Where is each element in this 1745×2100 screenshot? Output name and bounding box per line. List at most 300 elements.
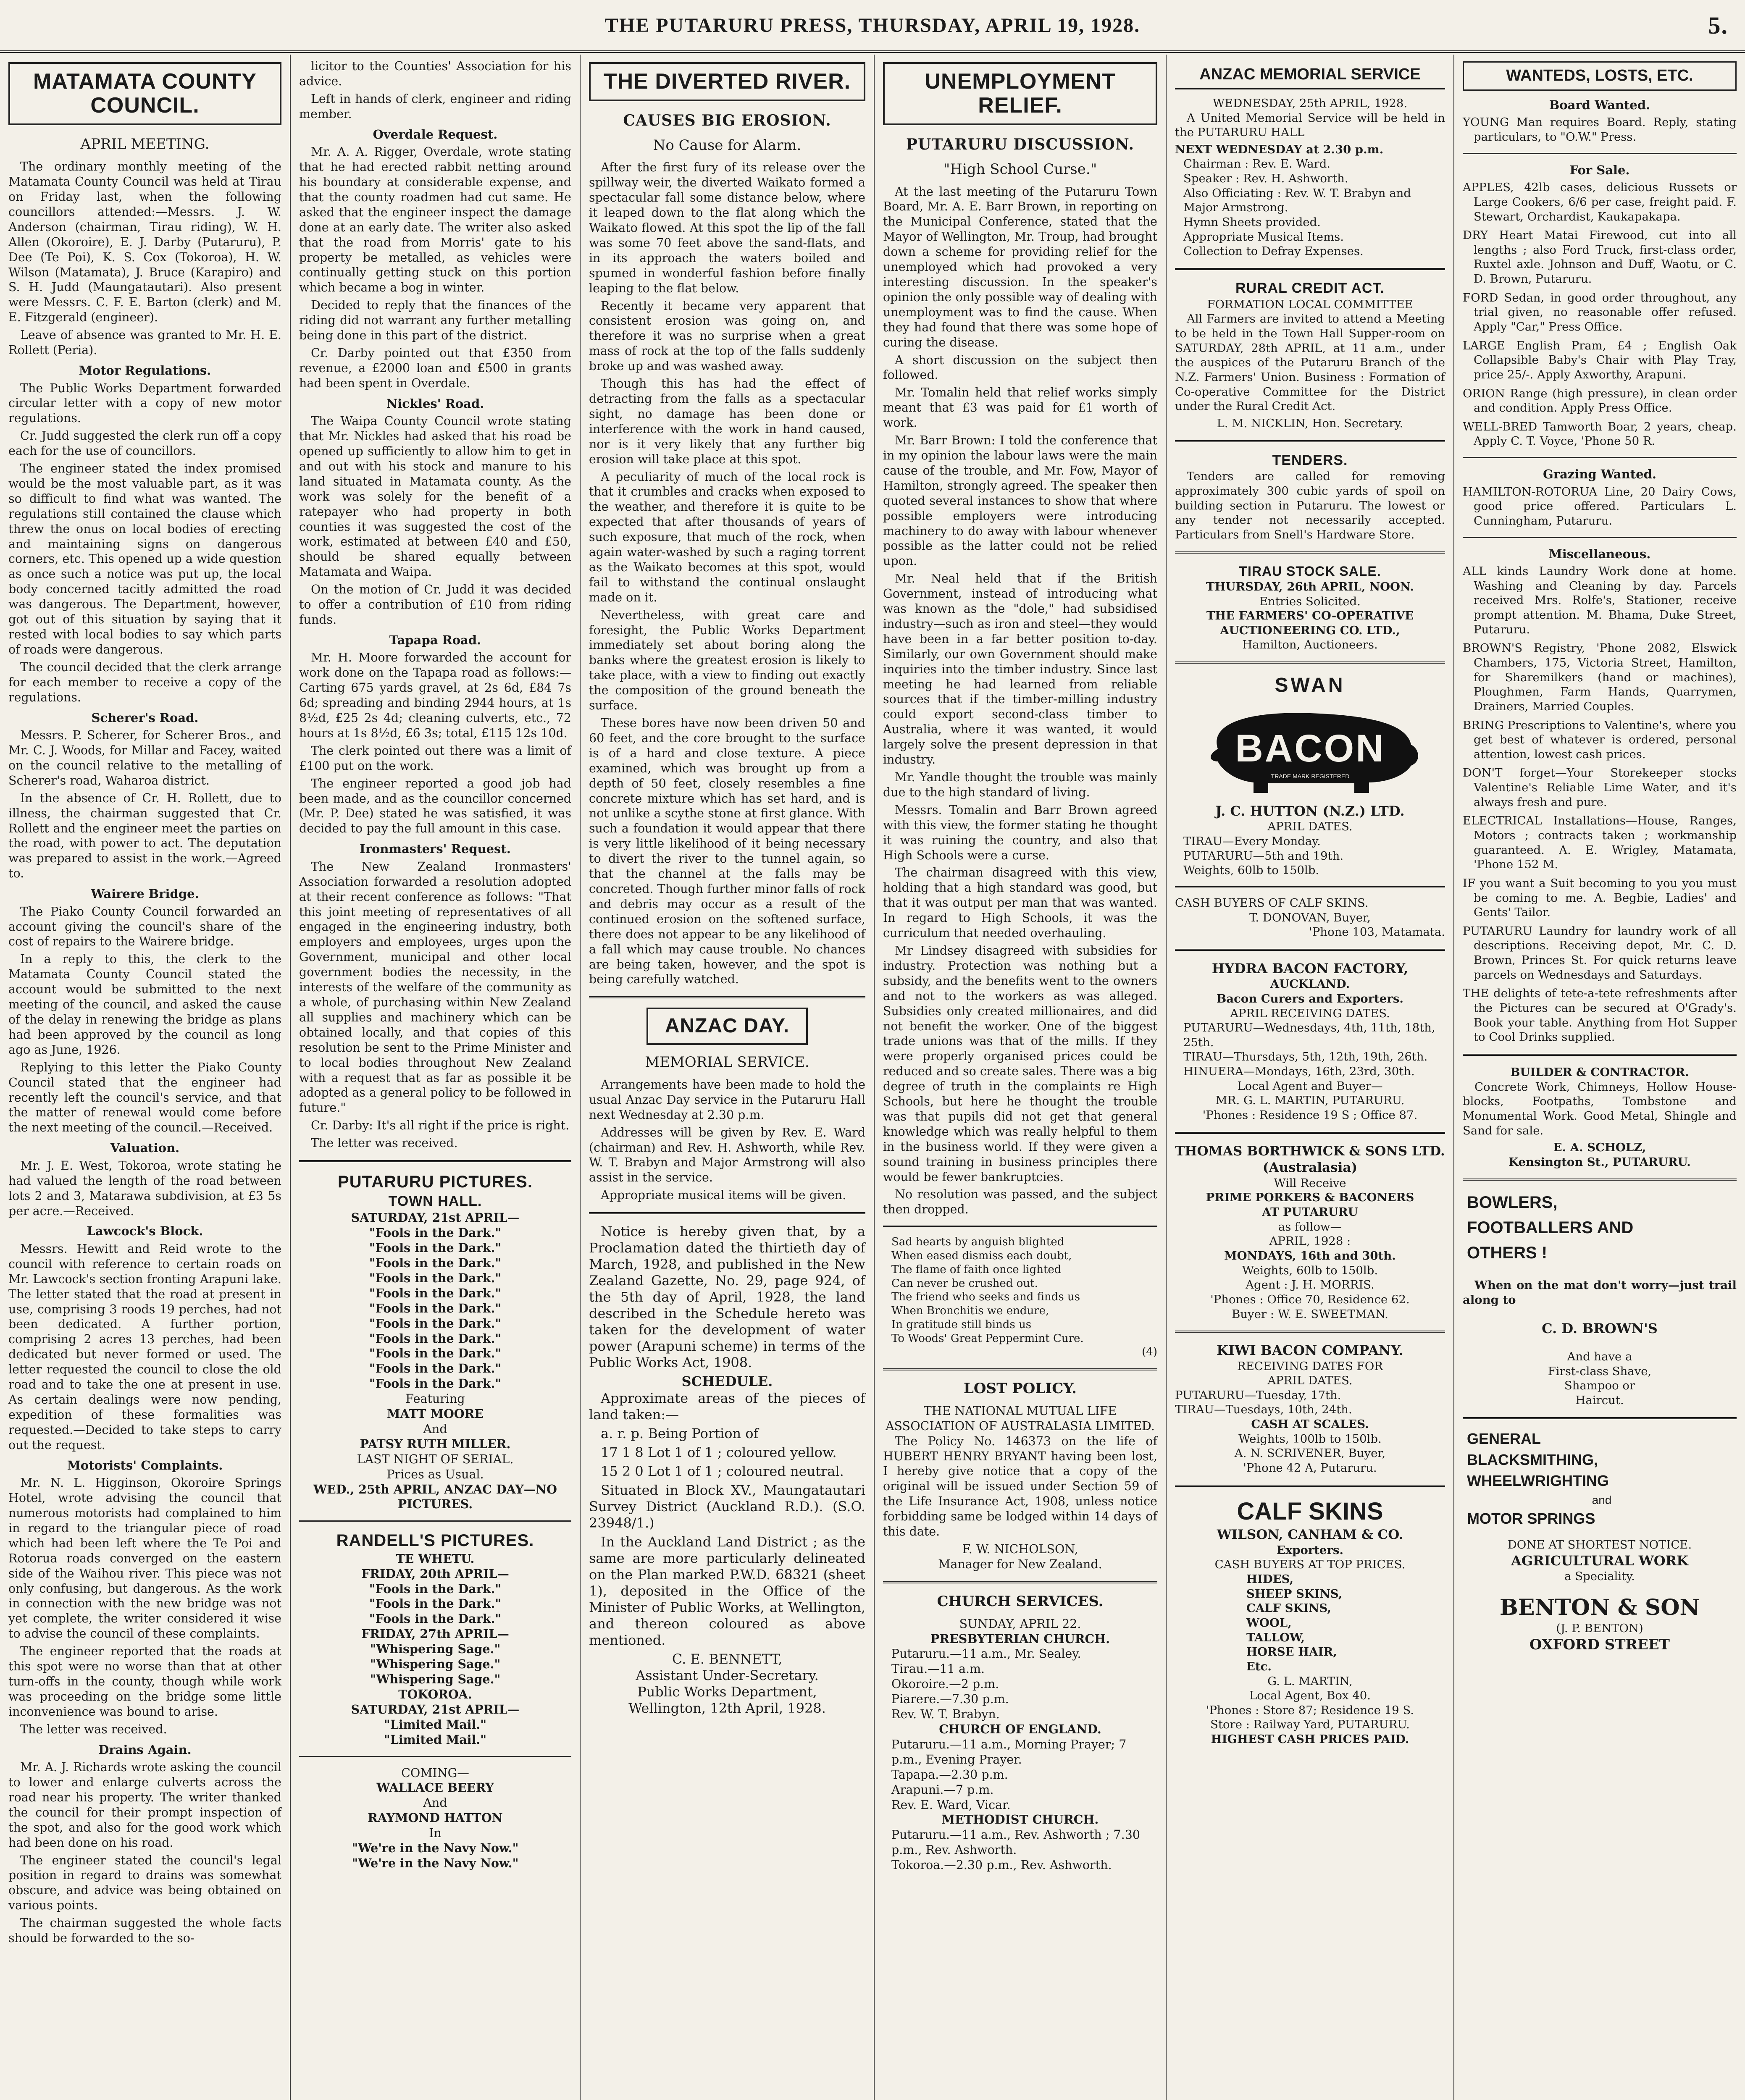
- column-3: [581, 59, 874, 2100]
- verse-ad: [883, 1235, 1157, 1359]
- divider: [1175, 662, 1445, 664]
- film-title: "Fools in the Dark.": [369, 1301, 502, 1315]
- schedule-heading: SCHEDULE.: [681, 1373, 773, 1390]
- paragraph: Cr. Judd suggested the clerk run off a copy each for the use of councillors.: [8, 429, 281, 458]
- ad-line: APRIL, 1928 :: [1269, 1234, 1351, 1248]
- ad-sub: APRIL DATES.: [1267, 820, 1353, 834]
- verse-line: When Bronchitis we endure,: [891, 1305, 1049, 1318]
- classified-ad: IF you want a Suit becoming to you you must be coming to me. A. Begbie, Ladies' and Gents' Tailor.: [1463, 876, 1737, 919]
- film-title: "We're in the Navy Now.": [352, 1841, 519, 1856]
- ad-text: And: [423, 1796, 447, 1810]
- paragraph: Mr. A. J. Richards wrote asking the council to lower and enlarge culverts across the road near his property. The writer thanked the council for their prompt inspection of the spot, and also for the good work which had been done on his road.: [8, 1760, 281, 1850]
- ad-sub: Bacon Curers and Exporters.: [1217, 992, 1403, 1005]
- ad-line: RECEIVING DATES FOR: [1237, 1359, 1383, 1373]
- ad-line: And have a: [1567, 1350, 1632, 1364]
- schedule-line: 15 2 0 Lot 1 of 1 ; coloured neutral.: [601, 1463, 844, 1479]
- ad-title: TIRAU STOCK SALE.: [1239, 563, 1381, 579]
- paragraph: Cr. Darby: It's all right if the price is right.: [311, 1118, 570, 1133]
- ad-title: KIWI BACON COMPANY.: [1217, 1342, 1403, 1359]
- verse-line: The friend who seeks and finds us: [891, 1291, 1080, 1304]
- service-list: [883, 1646, 1157, 1722]
- ad-date: FRIDAY, 20th APRIL—: [361, 1566, 509, 1581]
- ad-title: GENERAL: [1467, 1430, 1541, 1447]
- ad-star: WALLACE BEERY: [376, 1780, 494, 1795]
- ad-title: TENDERS.: [1272, 452, 1348, 468]
- paragraph: In the absence of Cr. H. Rollett, due to illness, the chairman suggested that Cr. Rollett and the engineer meet the parties on the road, with power to act. The deputation was prepared to assist in the work.—Agreed to.: [8, 791, 281, 881]
- divider: [589, 996, 865, 998]
- ad-title: THOMAS BORTHWICK & SONS LTD. (Australasia): [1175, 1143, 1445, 1175]
- paragraph: The ordinary monthly meeting of the Matamata County Council was held at Tirau on Friday last, when the following councillors attended:—Messrs. J. W. Anderson (chairman, Tirau riding), W. H. Allen (Okoroire), E. J. Darby (Putaruru), P. Dee (Te Poi), K. S. Cox (Tokoroa), H. W. Wilson (Matamata), J. Bruce (Karapiro) and S. H. Judd (Maungatautari). Also present were Messrs. C. F. E. Barton (clerk) and M. E. Fitzgerald (engineer).: [8, 160, 281, 325]
- ad-line: Collection to Defray Expenses.: [1183, 244, 1364, 258]
- ad-line: PRIME PORKERS & BACONERS: [1206, 1191, 1414, 1205]
- ad-text: a Speciality.: [1564, 1570, 1635, 1583]
- logo-text: SWAN: [1275, 674, 1346, 697]
- ad-line: PUTARURU—Wednesdays, 4th, 11th, 18th, 25th.: [1183, 1021, 1435, 1049]
- film-title: "Fools in the Dark.": [369, 1361, 502, 1376]
- classified-ad: ELECTRICAL Installations—House, Ranges, Motors ; contracts taken ; workmanship guaranteed. A. E. Wrigley, Matamata, 'Phone 152 M.: [1463, 814, 1737, 872]
- ad-line: TIRAU—Every Monday.: [1183, 835, 1321, 848]
- classified-list: [1463, 564, 1737, 1045]
- paragraph: Appropriate musical items will be given.: [601, 1188, 846, 1202]
- paragraph: The Piako County Council forwarded an account giving the council's share of the cost of repairs to the Wairere bridge.: [8, 904, 281, 949]
- section-heading: Nickles' Road.: [386, 396, 484, 411]
- paragraph: The letter was received.: [311, 1136, 458, 1150]
- paragraph: Recently it became very apparent that consistent erosion was going on, and therefore it was no surprise when a great mass of rock at the top of the falls suddenly broke up and was washed away.: [589, 299, 865, 373]
- paragraph: All Farmers are invited to attend a Meeting to be held in the Town Hall Supper-room on SATURDAY, 28th APRIL, at 11 a.m., under the auspices of the Putaruru Branch of the N.Z. Farmers' Union. Business : Formation of Co-operative Committee for the District under the Rural Credit Act.: [1175, 312, 1445, 413]
- ad-line: 'Phone 42 A, Putaruru.: [1243, 1461, 1377, 1475]
- ad-title: RANDELL'S PICTURES.: [336, 1531, 534, 1550]
- classified-list: [1463, 115, 1737, 144]
- divider: [1463, 537, 1737, 538]
- paragraph: Replying to this letter the Piako County Council stated that the engineer had recently left the council's service, and that the matter of renewal would come before the next meeting of the council.—Received.: [8, 1060, 281, 1135]
- paragraph: Addresses will be given by Rev. E. Ward (chairman) and Rev. H. Ashworth, while Rev. W. T. Brabyn and Major Armstrong will also assist in the service.: [589, 1125, 865, 1185]
- classified-list: [1463, 485, 1737, 528]
- service-line: Putaruru.—11 a.m., Rev. Ashworth ; 7.30 p.m., Rev. Ashworth.: [891, 1828, 1140, 1857]
- putaruru-pictures-ad: [299, 1171, 571, 1512]
- section-heading: Motor Regulations.: [79, 363, 211, 378]
- paragraph: Decided to reply that the finances of the riding did not warrant any further metalling being done in this part of the district.: [299, 298, 571, 343]
- ad-text: CASH BUYERS AT TOP PRICES.: [1214, 1558, 1406, 1572]
- service-line: Rev. W. T. Brabyn.: [891, 1707, 1000, 1722]
- ad-date: THURSDAY, 26th APRIL, NOON.: [1206, 580, 1414, 593]
- paragraph: Cr. Darby pointed out that £350 from revenue, a £2000 loan and £500 in grants had been spent in Overdale.: [299, 346, 571, 390]
- verse-line: Can never be crushed out.: [891, 1277, 1038, 1290]
- classified-ad: DRY Heart Matai Firewood, cut into all lengths ; also Ford Truck, first-class order, Ruxtel axle. Johnson and Duff, Waotu, or C. D. Brown, Putaruru.: [1463, 228, 1737, 286]
- ad-text: G. L. MARTIN,: [1267, 1674, 1353, 1688]
- paragraph: Mr. N. L. Higginson, Okoroire Springs Hotel, wrote advising the council that numerous motorists had complained to him in regard to the triangular piece of road which had been left where the Te Poi and Rotorua roads converged on the eastern side of the Waihou river. This piece was not only confusing, but dangerous. As the work in connection with the new bridge was not yet complete, the writer considered it wise to advise the council of these complaints.: [8, 1476, 281, 1641]
- column-5: [1167, 59, 1453, 2100]
- ad-line: HORSE HAIR,: [1246, 1645, 1337, 1659]
- paragraph: Arrangements have been made to hold the usual Anzac Day service in the Putaruru Hall next Wednesday at 2.30 p.m.: [589, 1077, 865, 1122]
- masthead-title: THE PUTARURU PRESS, THURSDAY, APRIL 19, 1928.: [604, 14, 1141, 37]
- divider: [299, 1756, 571, 1757]
- article-subhead: No Cause for Alarm.: [653, 136, 802, 154]
- ad-line: A. N. SCRIVENER, Buyer,: [1234, 1446, 1386, 1460]
- article-subhead: MEMORIAL SERVICE.: [645, 1054, 809, 1071]
- ad-text: (J. P. BENTON): [1556, 1622, 1643, 1635]
- film-title: "Fools in the Dark.": [369, 1270, 502, 1285]
- ad-list: [1175, 1021, 1445, 1079]
- ad-title: WHEELWRIGHTING: [1467, 1472, 1609, 1490]
- paragraph: Tenders are called for removing approximately 300 cubic yards of spoil on building section in Putaruru. The lowest or any tender not necessarily accepted. Particulars from Snell's Hardware Store.: [1175, 470, 1445, 541]
- paragraph: On the motion of Cr. Judd it was decided to offer a contribution of £10 from riding funds.: [299, 583, 571, 627]
- service-line: Rev. E. Ward, Vicar.: [891, 1798, 1011, 1812]
- paragraph: After the first fury of its release over the spillway weir, the diverted Waikato formed a spectacular fall some distance below, where it leaped down to the flat along which the Waikato flowed. At this spot the lip of the fall was some 70 feet above the sand-flats, and in its approach the waters boiled and spumed in wonderful fashion before finally leaping to the flat below.: [589, 160, 865, 295]
- ad-text: Local Agent, Box 40.: [1249, 1689, 1371, 1703]
- signature: Assistant Under-Secretary.: [636, 1667, 819, 1683]
- service-line: Tapapa.—2.30 p.m.: [891, 1767, 1008, 1782]
- divider: [1463, 1417, 1737, 1419]
- signature: F. W. NICHOLSON,: [962, 1542, 1078, 1557]
- ad-line: First-class Shave,: [1548, 1364, 1652, 1378]
- ad-text: NEXT WEDNESDAY at 2.30 p.m.: [1175, 142, 1384, 156]
- ad-line: HIDES,: [1246, 1572, 1294, 1586]
- ad-title: ANZAC MEMORIAL SERVICE: [1175, 61, 1445, 89]
- paragraph: The Public Works Department forwarded circular letter with a copy of new motor regulations.: [8, 381, 281, 425]
- divider: [589, 1212, 865, 1214]
- divider: [883, 1226, 1157, 1227]
- ad-star: RAYMOND HATTON: [368, 1811, 503, 1825]
- ad-line: PUTARURU—5th and 19th.: [1183, 849, 1344, 863]
- blacksmith-ad: [1463, 1428, 1737, 1530]
- paragraph: No resolution was passed, and the subject then dropped.: [883, 1187, 1157, 1217]
- ad-line: WOOL,: [1246, 1616, 1292, 1630]
- paragraph: The engineer stated the index promised would be the most valuable part, as it was so difficult to find what was wanted. The regulations still contained the clause which threw the onus on local bodies of erecting and maintaining signs on dangerous corners, etc. This opened up a wide question as once such a notice was put up, the local body concerned tacitly admitted the road was dangerous. The Department, however, got out of this situation by saying that it rested with local bodies to say which parts of roads were dangerous.: [8, 462, 281, 656]
- swan-bacon-logo: [1175, 673, 1445, 798]
- ad-title: CALF SKINS: [1237, 1497, 1383, 1525]
- classified-ad: LARGE English Pram, £4 ; English Oak Collapsible Baby's Chair with Play Tray, price 25/-. Apply Axworthy, Arapuni.: [1463, 339, 1737, 381]
- ad-text: And: [423, 1422, 447, 1436]
- divider: [1175, 440, 1445, 442]
- paragraph: Nevertheless, with great care and foresight, the Public Works Department immediately set about boring along the banks where the greatest erosion is likely to take place, with a view to finding out exactly the composition of the ground beneath the surface.: [589, 608, 865, 713]
- classified-ad: THE delights of tete-a-tete refreshments after the Pictures can be secured at O'Grady's. Book your table. Anything from Hot Supper to Cool Drinks supplied.: [1463, 987, 1737, 1044]
- church-name: PRESBYTERIAN CHURCH.: [930, 1631, 1110, 1646]
- verse-line: When eased dismiss each doubt,: [891, 1250, 1072, 1263]
- classified-list: [1463, 180, 1737, 449]
- classified-ad: PUTARURU Laundry for laundry work of all descriptions. Receiving depot, Mr. C. D. Brown, Princes St. For quick returns leave parcels on Wednesdays and Saturdays.: [1463, 924, 1737, 982]
- ad-line: Chairman : Rev. E. Ward.: [1183, 157, 1331, 171]
- ad-text: Prices as Usual.: [386, 1467, 484, 1481]
- classified-ad: HAMILTON-ROTORUA Line, 20 Dairy Cows, good price offered. Particulars L. Cunningham, Putaruru.: [1463, 485, 1737, 528]
- film-title: "Fools in the Dark.": [369, 1376, 502, 1391]
- signature: C. E. BENNETT,: [672, 1651, 783, 1667]
- article-subhead: PUTARURU DISCUSSION.: [906, 136, 1135, 154]
- film-title: "Fools in the Dark.": [369, 1596, 502, 1611]
- ad-title: BOWLERS,: [1467, 1193, 1558, 1212]
- paragraph: The letter was received.: [20, 1722, 167, 1736]
- article-headline: MATAMATA COUNTY COUNCIL.: [8, 62, 281, 125]
- divider: [1175, 949, 1445, 951]
- paragraph: Mr Lindsey disagreed with subsidies for industry. Protection was nothing but a subsidy, and the benefits went to the owners and not to the workers as was alleged. Subsidies only created millionaires, and did not benefit the worker. One of the biggest trade unions was that of the mills. If they were properly organised prices could be reduced and so create sales. There was a big degree of truth in the complaints re High Schools, but here he thought the trouble was that pupils did not get that general knowledge which was really helpful to them in the business world. If they were given a sound training in business principles there would be fewer bankruptcies.: [883, 943, 1157, 1184]
- signature: L. M. NICKLIN, Hon. Secretary.: [1217, 416, 1403, 430]
- paragraph: In a reply to this, the clerk to the Matamata County Council stated the account would be submitted to the next meeting of the council, and asked the cause of the delay in renewing the bridge as plans had been approved by the council as long ago as June, 1926.: [8, 952, 281, 1057]
- ad-line: Hymn Sheets provided.: [1183, 215, 1321, 229]
- paragraph: Mr. A. A. Rigger, Overdale, wrote stating that he had erected rabbit netting around his boundary at considerable expense, and that the county roadmen had cut same. He asked that the engineer inspect the damage done at an early date. The writer also asked that the road from Morris' gate to his property be metalled, as vehicles were continually getting stuck on this portion which became a bog in winter.: [299, 145, 571, 295]
- section-heading: Scherer's Road.: [91, 710, 199, 725]
- paragraph: Mr. Neal held that if the British Government, instead of introducing what was known as the "dole," had subsidised industry—such as iron and steel—they would have been in a far better position to-day. Similarly, our own Government should make inquiries into the timber industry. Since last meeting he had learned from reliable sources that if the timber-milling industry could export second-class timber to Australia, where it was wanted, it would largely solve the present depression in that industry.: [883, 572, 1157, 767]
- ad-text: and: [1592, 1493, 1612, 1507]
- classified-ad: WELL-BRED Tamworth Boar, 2 years, cheap. Apply C. T. Voyce, 'Phone 50 R.: [1463, 420, 1737, 448]
- service-line: Arapuni.—7 p.m.: [891, 1782, 994, 1797]
- ad-text: Hamilton, Auctioneers.: [1242, 638, 1378, 652]
- article-subhead: APRIL MEETING.: [80, 136, 210, 153]
- ad-line: CASH AT SCALES.: [1251, 1418, 1369, 1431]
- section-heading: Valuation.: [110, 1141, 180, 1155]
- classified-ad: DON'T forget—Your Storekeeper stocks Valentine's Reliable Lime Water, and it's always fresh and pure.: [1463, 766, 1737, 809]
- ad-sub: APRIL RECEIVING DATES.: [1230, 1006, 1390, 1020]
- ad-line: TALLOW,: [1246, 1630, 1305, 1644]
- ad-line: CALF SKINS,: [1246, 1601, 1331, 1615]
- film-title: "Limited Mail.": [384, 1732, 487, 1747]
- film-title: "Fools in the Dark.": [369, 1255, 502, 1270]
- classifieds-title: WANTEDS, LOSTS, ETC.: [1463, 61, 1737, 91]
- film-title: "Fools in the Dark.": [369, 1241, 502, 1255]
- paragraph: The engineer reported a good job had been made, and as the councillor concerned (Mr. P. Dee) stated he was satisfied, it was decided to pay the full amount in this case.: [299, 776, 571, 836]
- church-name: CHURCH OF ENGLAND.: [939, 1722, 1101, 1736]
- paragraph: Mr. Yandle thought the trouble was mainly due to the high standard of living.: [883, 770, 1157, 799]
- ad-title: PUTARURU PICTURES.: [338, 1173, 533, 1192]
- divider: [1175, 886, 1445, 887]
- film-title: "Fools in the Dark.": [369, 1226, 502, 1240]
- classified-ad: YOUNG Man requires Board. Reply, stating particulars, to "O.W." Press.: [1463, 116, 1737, 144]
- ad-text: LAST NIGHT OF SERIAL.: [357, 1452, 514, 1466]
- ad-text: Entries Solicited.: [1259, 594, 1361, 608]
- ad-line: Will Receive: [1274, 1176, 1346, 1190]
- ad-date: FRIDAY, 27th APRIL—: [361, 1627, 509, 1641]
- schedule-line: Situated in Block XV., Maungatautari Survey District (Auckland R.D.). (S.O. 23948/1.): [589, 1482, 865, 1531]
- ad-text: 'Phones : Residence 19 S ; Office 87.: [1202, 1108, 1418, 1122]
- article-headline: ANZAC DAY.: [646, 1008, 808, 1045]
- divider: [1463, 153, 1737, 154]
- service-line: Tokoroa.—2.30 p.m., Rev. Ashworth.: [891, 1858, 1112, 1872]
- paragraph: The chairman disagreed with this view, holding that a high standard was good, but that it was output per man that was wanted. In regard to High Schools, it was the curriculum that needed overhauling.: [883, 866, 1157, 940]
- paragraph: Leave of absence was granted to Mr. H. E. Rollett (Peria).: [8, 328, 281, 357]
- page-number: 5.: [1708, 11, 1728, 39]
- ad-text: WILSON, CANHAM & CO.: [1217, 1527, 1403, 1542]
- ad-date: WEDNESDAY, 25th APRIL, 1928.: [1212, 96, 1408, 110]
- section-heading: Lawcock's Block.: [87, 1224, 203, 1239]
- section-heading: Overdale Request.: [373, 127, 498, 142]
- paragraph: Messrs. Tomalin and Barr Brown agreed with this view, the former stating he thought it was ruining the country, and also that High Schools were a curse.: [883, 803, 1157, 862]
- divider: [883, 1368, 1157, 1370]
- film-title: "Fools in the Dark.": [369, 1346, 502, 1361]
- paragraph: Left in hands of clerk, engineer and riding member.: [299, 92, 571, 121]
- paragraph: These bores have now been driven 50 and 60 feet, and the core brought to the surface is of a hard and close texture. A piece examined, which was brought up from a depth of 50 feet, closely resembles a fine concrete mixture which has set hard, and is not unlike a scythe stone at first glance. With such a foundation it would appear that there is very little likelihood of it being necessary to divert the river to the tunnel again, so that the channel at the falls may be concreted. Though further minor falls of rock and debris may occur as a result of the continued erosion on the softened surface, there does not appear to be any likelihood of a fall which may cause trouble. No chances are being taken, however, and the spot is being carefully watched.: [589, 716, 865, 987]
- column-6: [1454, 59, 1745, 2100]
- bacon-logo-text: BACON: [1235, 727, 1385, 770]
- article-headline: UNEMPLOYMENT RELIEF.: [883, 62, 1157, 125]
- ad-text: Exporters.: [1276, 1543, 1344, 1557]
- paragraph: At the last meeting of the Putaruru Town Board, Mr. A. E. Barr Brown, in reporting on the Municipal Conference, stated that the Mayor of Wellington, Mr. Troup, had brought down a scheme for providing relief for the unemployed which had provoked a very interesting discussion. In the speaker's opinion the only possible way of dealing with unemployment was to find the cause. When they had found that there was some hope of curing the disease.: [883, 184, 1157, 349]
- ad-title: HYDRA BACON FACTORY,: [1212, 960, 1409, 976]
- ad-line: Haircut.: [1575, 1393, 1624, 1407]
- divider: [1175, 268, 1445, 270]
- church-name: METHODIST CHURCH.: [941, 1812, 1099, 1827]
- ad-list: [1175, 1176, 1445, 1321]
- ad-text: C. D. BROWN'S: [1542, 1320, 1658, 1336]
- ad-text: MR. G. L. MARTIN, PUTARURU.: [1215, 1094, 1405, 1108]
- service-list: [883, 1737, 1157, 1813]
- film-title: "Fools in the Dark.": [369, 1286, 502, 1300]
- paragraph: The New Zealand Ironmasters' Association forwarded a resolution adopted at their recent conference as follows: "That this joint meeting of representatives of all engaged in the engineering industry, both employers and employees, urges upon the Government, municipal and other local government bodies the necessity, in the interests of the welfare of the community as a whole, of purchasing within New Zealand all supplies and machinery which can be obtained locally, and that copies of this resolution be sent to the Prime Minister and to local bodies throughout New Zealand with a request that as far as possible it be adopted as a general policy to be followed in future.": [299, 859, 571, 1115]
- classified-ad: BRING Prescriptions to Valentine's, where you get best of whatever is ordered, personal attention, lowest cash prices.: [1463, 718, 1737, 761]
- ad-list: [1175, 157, 1445, 258]
- paragraph: The council decided that the clerk arrange for each member to receive a copy of the regulations.: [8, 660, 281, 704]
- divider: [1175, 1132, 1445, 1134]
- paragraph: The clerk pointed out there was a limit of £100 put on the work.: [299, 743, 571, 773]
- ad-title: BENTON & SON: [1499, 1594, 1700, 1620]
- verse-line: The flame of faith once lighted: [891, 1263, 1062, 1276]
- paragraph: Messrs. P. Scherer, for Scherer Bros., and Mr. C. J. Woods, for Millar and Facey, waited on the council relative to the metalling of Scherer's road, Waharoa district.: [8, 728, 281, 788]
- ad-line: AT PUTARURU: [1262, 1205, 1358, 1219]
- barber-ad: [1463, 1190, 1737, 1265]
- paragraph: Mr. Barr Brown: I told the conference that in my opinion the labour laws were the main cause of the trouble, and Mr. Fow, Mayor of Hamilton, strongly agreed. The speaker then quoted several instances to show that where possible employers were introducing machinery to do away with labour whenever possible as the latter could not be relied upon.: [883, 433, 1157, 568]
- paragraph: The Policy No. 146373 on the life of HUBERT HENRY BRYANT having been lost, I hereby give notice that a copy of the original will be issued under Section 59 of the Life Insurance Act, 1908, unless notice forbidding same be lodged within 14 days of this date.: [883, 1434, 1157, 1539]
- service-line: Tirau.—11 a.m.: [891, 1662, 985, 1676]
- trade-mark-text: TRADE MARK REGISTERED: [1271, 772, 1349, 780]
- ad-line: MONDAYS, 16th and 30th.: [1224, 1249, 1396, 1263]
- classified-ad: ALL kinds Laundry Work done at home. Washing and Cleaning by day. Parcels received Mrs. Rolfe's, Stationer, receive prompt attention. M. Bhama, Duke Street, Putaruru.: [1463, 564, 1737, 636]
- paragraph: The Waipa County Council wrote stating that Mr. Nickles had asked that his road be opened up sufficiently to allow him to get in and out with his stock and manure to his land situated in Matamata county. As the work was solely for the benefit of a ratepayer who had property in both counties it was suggested the cost of the work, estimated at between £40 and £50, should be shared equally between Matamata and Waipa.: [299, 414, 571, 579]
- ad-date: SATURDAY, 21st APRIL—: [351, 1210, 520, 1225]
- column-1: [0, 59, 290, 2100]
- schedule-line: a. r. p. Being Portion of: [601, 1425, 759, 1441]
- ad-title: MOTOR SPRINGS: [1467, 1509, 1595, 1527]
- service-line: Okoroire.—2 p.m.: [891, 1677, 999, 1691]
- verse-line: In gratitude still binds us: [891, 1318, 1032, 1331]
- column-4: [875, 59, 1166, 2100]
- paragraph: Messrs. Hewitt and Reid wrote to the council with reference to certain roads on Mr. Lawcock's section fronting Arapuni lake. The letter stated that the road at present in use, comprising 3 roods 19 perches, had not been dedicated. A further portion, comprising 2 acres 13 perches, had been dedicated but never formed or used. The letter requested the council to close the old road and to take the one at present in use. As certain dealings were now pending, expedition of these formalities was requested.—Decided to take steps to carry out the request.: [8, 1242, 281, 1452]
- divider: [1463, 1054, 1737, 1056]
- ad-sub: FORMATION LOCAL COMMITTEE: [1207, 297, 1413, 311]
- ad-line: SHEEP SKINS,: [1246, 1587, 1343, 1601]
- film-title: "Whispering Sage.": [370, 1672, 501, 1687]
- ad-text: CASH BUYERS OF CALF SKINS.: [1175, 896, 1369, 910]
- film-title: "Fools in the Dark.": [369, 1581, 502, 1596]
- ad-list: [1175, 1359, 1445, 1475]
- section-heading: Grazing Wanted.: [1543, 467, 1656, 482]
- article-subhead: CAUSES BIG EROSION.: [623, 112, 831, 130]
- film-title: "Fools in the Dark.": [369, 1316, 502, 1331]
- service-line: Putaruru.—11 a.m., Morning Prayer; 7 p.m., Evening Prayer.: [891, 1737, 1127, 1767]
- ad-text: AGRICULTURAL WORK: [1511, 1552, 1688, 1569]
- ad-line: Appropriate Musical Items.: [1183, 230, 1344, 244]
- ad-line: Shampoo or: [1564, 1379, 1635, 1393]
- paragraph: Notice is hereby given that, by a Proclamation dated the thirtieth day of March, 1928, and published in the New Zealand Gazette, No. 29, page 924, of the 5th day of April, 1928, the land described in the Schedule hereto was taken for the development of water power (Arapuni scheme) in terms of the Public Works Act, 1908.: [589, 1223, 865, 1371]
- ad-text: OXFORD STREET: [1530, 1636, 1670, 1654]
- schedule-line: In the Auckland Land District ; as the same are more particularly delineated on the Plan marked P.W.D. 68321 (sheet 1), deposited in the Office of the Minister of Public Works, at Wellington, and thereon coloured as above mentioned.: [589, 1533, 865, 1648]
- film-title: "Fools in the Dark.": [369, 1331, 502, 1346]
- ad-star: MATT MOORE: [386, 1407, 484, 1421]
- section-heading: Wairere Bridge.: [91, 887, 199, 901]
- ad-title: BUILDER & CONTRACTOR.: [1510, 1065, 1689, 1079]
- paragraph: The engineer stated the council's legal position in regard to drains was somewhat obscure, and advice was being obtained on various points.: [8, 1853, 281, 1913]
- ad-text: 'Phones : Store 87; Residence 19 S.: [1206, 1703, 1414, 1717]
- schedule-line: Approximate areas of the pieces of land taken:—: [589, 1390, 865, 1423]
- article-subhead: "High School Curse.": [943, 160, 1097, 178]
- section-heading: Miscellaneous.: [1548, 546, 1651, 561]
- notice-heading: LOST POLICY.: [964, 1380, 1077, 1397]
- divider: [299, 1520, 571, 1522]
- film-title: "Limited Mail.": [384, 1717, 487, 1732]
- divider: [1175, 1485, 1445, 1487]
- section-heading: Tapapa Road.: [389, 633, 481, 647]
- signature: Wellington, 12th April, 1928.: [628, 1700, 826, 1717]
- ad-text: AUCKLAND.: [1270, 977, 1350, 991]
- film-title: "Whispering Sage.": [370, 1657, 501, 1672]
- film-title: "We're in the Navy Now.": [352, 1856, 519, 1870]
- signature: Manager for New Zealand.: [938, 1557, 1102, 1571]
- ad-line: APRIL DATES.: [1267, 1374, 1353, 1388]
- paragraph: Mr. Tomalin held that relief works simply meant that £3 was paid for £1 worth of work.: [883, 386, 1157, 430]
- church-date: SUNDAY, APRIL 22.: [959, 1617, 1081, 1631]
- classified-ad: APPLES, 42lb cases, delicious Russets or Large Cookers, 6/6 per case, freight paid. F. Stewart, Orchardist, Kaukapakapa.: [1463, 181, 1737, 223]
- ad-line: Weights, 100lb to 150lb.: [1238, 1432, 1382, 1446]
- film-title: "Whispering Sage.": [370, 1642, 501, 1656]
- article-headline: THE DIVERTED RIVER.: [589, 62, 865, 101]
- ad-line: Weights, 60lb to 150lb.: [1242, 1263, 1378, 1277]
- section-heading: Ironmasters' Request.: [360, 842, 511, 856]
- ad-title: RURAL CREDIT ACT.: [1235, 280, 1385, 296]
- ad-text: Store : Railway Yard, PUTARURU.: [1210, 1718, 1410, 1732]
- paragraph: Mr. J. E. West, Tokoroa, wrote stating he had valued the length of the road between lots 2 and 3, Matarawa subdivision, at £3 5s per acre.—Received.: [8, 1158, 281, 1218]
- ad-title: J. C. HUTTON (N.Z.) LTD.: [1215, 803, 1405, 819]
- ad-text: Featuring: [405, 1392, 465, 1406]
- service-line: Putaruru.—11 a.m., Mr. Sealey.: [891, 1647, 1081, 1661]
- ad-list: [1463, 1349, 1737, 1408]
- divider: [1463, 457, 1737, 458]
- ad-text: 'Phone 103, Matamata.: [1309, 925, 1445, 939]
- ad-line: as follow—: [1278, 1220, 1342, 1234]
- ad-line: TIRAU—Thursdays, 5th, 12th, 19th, 26th.: [1183, 1050, 1428, 1064]
- ad-text: HIGHEST CASH PRICES PAID.: [1211, 1732, 1409, 1746]
- ad-line: PUTARURU—Tuesday, 17th.: [1175, 1388, 1341, 1402]
- section-heading: Drains Again.: [98, 1742, 192, 1757]
- ad-venue: TE WHETU.: [396, 1551, 475, 1566]
- ad-title: FOOTBALLERS AND: [1467, 1218, 1634, 1237]
- section-heading: Motorists' Complaints.: [67, 1458, 223, 1473]
- public-notice: [589, 1223, 865, 1717]
- ad-text: In: [429, 1826, 442, 1840]
- divider: [1175, 551, 1445, 554]
- paragraph: licitor to the Counties' Association for his advice.: [299, 59, 571, 88]
- service-line: Piarere.—7.30 p.m.: [891, 1692, 1009, 1706]
- column-2: [291, 59, 580, 2100]
- ad-list: [1175, 834, 1445, 878]
- ad-title: OTHERS !: [1467, 1244, 1548, 1263]
- paragraph: A peculiarity of much of the local rock is that it crumbles and cracks when exposed to the weather, and therefore it is quite to be expected that after thousands of years of such exposure, that much of the rock, when again water-washed by such a raging torrent as the Waikato becomes at this spot, would fail to withstand the continual onslaught made on it.: [589, 470, 865, 604]
- signature: Public Works Department,: [637, 1684, 817, 1700]
- verse-line: To Woods' Great Peppermint Cure.: [891, 1332, 1084, 1345]
- film-title: "Fools in the Dark.": [369, 1612, 502, 1626]
- divider: [299, 1160, 571, 1162]
- schedule-line: 17 1 8 Lot 1 of 1 ; coloured yellow.: [601, 1444, 837, 1460]
- ad-text: THE FARMERS' CO-OPERATIVE AUCTIONEERING CO. LTD.,: [1206, 609, 1414, 637]
- ad-line: TIRAU—Tuesdays, 10th, 24th.: [1175, 1403, 1352, 1417]
- paragraph: A short discussion on the subject then followed.: [883, 353, 1157, 382]
- ad-star: PATSY RUTH MILLER.: [360, 1436, 511, 1451]
- ad-list: [1175, 1572, 1445, 1674]
- ad-line: 'Phones : Office 70, Residence 62.: [1210, 1292, 1410, 1306]
- ad-text: Local Agent and Buyer—: [1237, 1079, 1383, 1093]
- ad-line: Etc.: [1246, 1659, 1272, 1673]
- section-heading: Board Wanted.: [1549, 97, 1650, 112]
- ad-line: Buyer : W. E. SWEETMAN.: [1232, 1307, 1388, 1321]
- paragraph: The engineer reported that the roads at this spot were no worse than that at other turn-offs in the county, though while work was proceeding on the bridge some little inconvenience was bound to arise.: [8, 1644, 281, 1719]
- masthead: [0, 0, 1745, 53]
- paragraph: Though this has had the effect of detracting from the falls as a spectacular sight, no damage has been done or interference with the work in hand caused, nor is it very likely that any further big erosion will take place at this spot.: [589, 377, 865, 466]
- ad-line: Weights, 60lb to 150lb.: [1183, 864, 1319, 877]
